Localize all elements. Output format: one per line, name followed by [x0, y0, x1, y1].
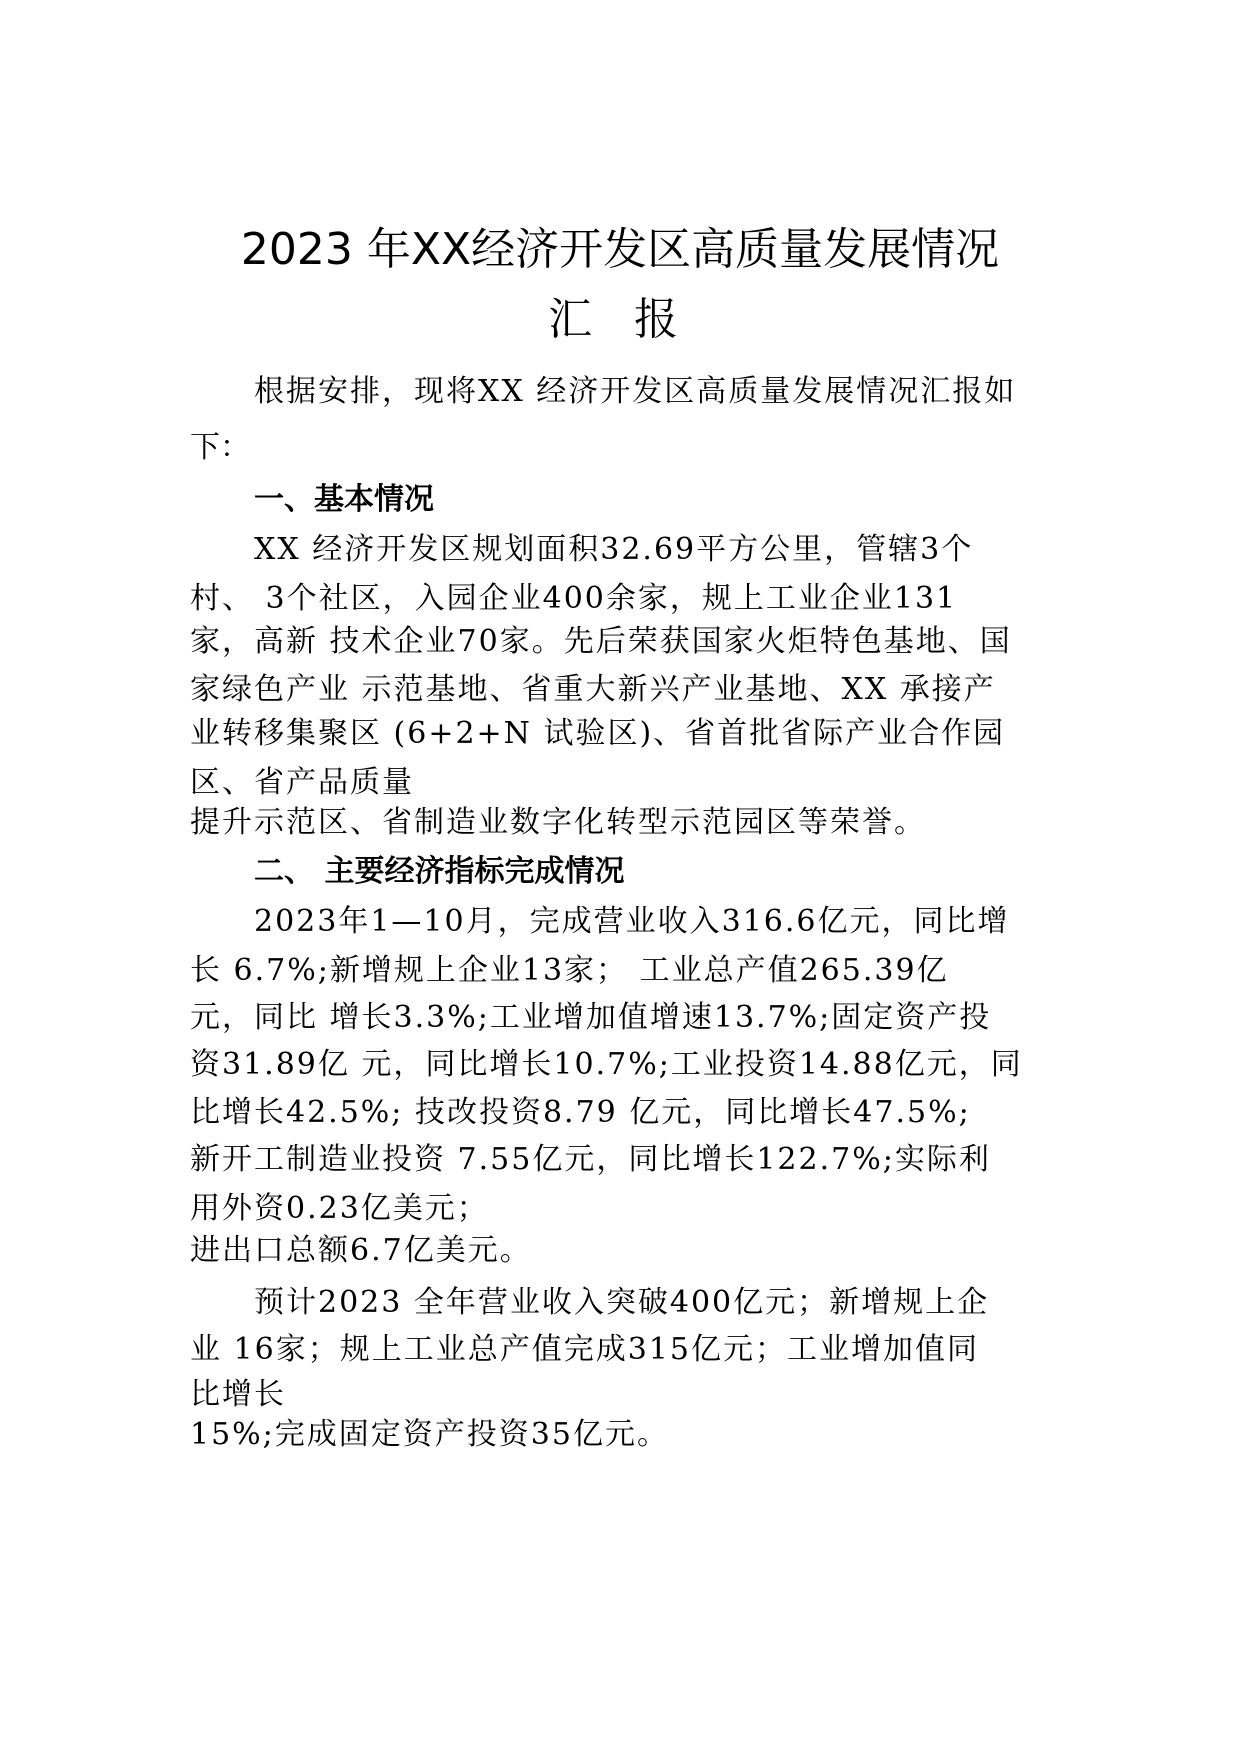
paragraph-line: 进出口总额6.7亿美元。: [190, 1233, 532, 1268]
paragraph-line: XX 经济开发区规划面积32.69平方公里，管辖3个: [254, 532, 974, 567]
intro-line: 根据安排，现将XX 经济开发区高质量发展情况汇报如: [254, 374, 1017, 409]
section-heading: 二、 主要经济指标完成情况: [254, 854, 625, 889]
paragraph-line: 家绿色产业 示范基地、省重大新兴产业基地、XX 承接产: [190, 672, 996, 707]
paragraph-line: 资31.89亿 元，同比增长10.7%;工业投资14.88亿元，同: [190, 1047, 1023, 1082]
paragraph-line: 比增长: [190, 1377, 286, 1412]
paragraph-line: 长 6.7%;新增规上企业13家； 工业总产值265.39亿: [190, 953, 949, 988]
paragraph-line: 业 16家；规上工业总产值完成315亿元；工业增加值同: [190, 1332, 979, 1367]
intro-line: 下：: [190, 430, 250, 465]
paragraph-line: 15%;完成固定资产投资35亿元。: [190, 1417, 669, 1452]
paragraph-line: 区、省产品质量: [190, 765, 414, 800]
paragraph-line: 业转移集聚区 (6+2+N 试验区)、省首批省际产业合作园: [190, 716, 1006, 751]
paragraph-line: 村、 3个社区，入园企业400余家，规上工业企业131: [190, 581, 958, 616]
paragraph-line: 元，同比 增长3.3%;工业增加值增速13.7%;固定资产投: [190, 1000, 992, 1035]
paragraph-line: 预计2023 全年营业收入突破400亿元；新增规上企: [254, 1285, 990, 1320]
paragraph-line: 家，高新 技术企业70家。先后荣获国家火炬特色基地、国: [190, 624, 1012, 659]
document-title-line2: 汇 报: [548, 294, 692, 345]
document-title-line1: 2023 年XX经济开发区高质量发展情况: [240, 224, 1000, 275]
paragraph-line: 提升示范区、省制造业数字化转型示范园区等荣誉。: [190, 805, 926, 840]
paragraph-line: 比增长42.5%; 技改投资8.79 亿元，同比增长47.5%;: [190, 1095, 971, 1130]
section-heading: 一、基本情况: [254, 482, 434, 517]
paragraph-line: 新开工制造业投资 7.55亿元，同比增长122.7%;实际利: [190, 1142, 991, 1177]
paragraph-line: 2023年1—10月，完成营业收入316.6亿元，同比增: [254, 904, 1010, 939]
paragraph-line: 用外资0.23亿美元；: [190, 1191, 489, 1226]
